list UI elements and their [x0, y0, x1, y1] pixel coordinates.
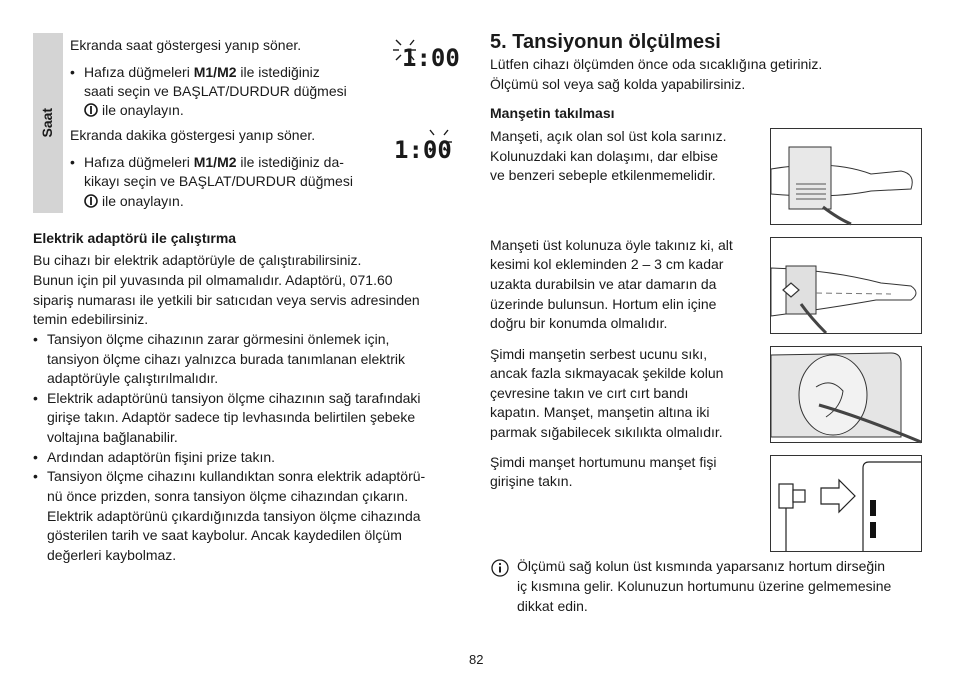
cuff-heading: Manşetin takılması	[490, 105, 615, 121]
adapter-bullet-line: voltajına bağlanabilir.	[47, 429, 178, 445]
minute-bullet-line3: ile onaylayın.	[84, 192, 184, 211]
bullet-dot: •	[33, 390, 38, 406]
lcd-hour-flashing-icon	[392, 38, 460, 74]
adapter-bullet-line: Ardından adaptörün fişini prize takın.	[47, 449, 276, 465]
page-number: 82	[469, 652, 484, 667]
note-line: Ölçümü sağ kolun üst kısmında yaparsanız hortum dirseğin	[517, 558, 886, 574]
bullet-dot: •	[33, 468, 38, 484]
bullet-dot: •	[70, 64, 75, 80]
step-line: Manşeti, açık olan sol üst kola sarınız.	[490, 128, 727, 144]
step-line: doğru bir konumda olmalıdır.	[490, 315, 668, 331]
cuff-arm-illustration-2	[770, 237, 922, 334]
step-line: üzerinde bulunsun. Hortum elin içine	[490, 296, 717, 312]
connector-illustration	[770, 455, 922, 552]
note-line: dikkat edin.	[517, 598, 588, 614]
lcd-minute-flashing-icon	[392, 128, 454, 164]
adapter-bullet-line: gösterilen tarih ve saat kaybolur. Ancak kaydedilen ölçüm	[47, 527, 402, 543]
minute-bullet-line2: kikayı seçin ve BAŞLAT/DURDUR düğmesi	[84, 173, 353, 189]
step-line: Şimdi manşetin serbest ucunu sıkı,	[490, 346, 708, 362]
step-line: uzakta durabilsin ve atar damarın da	[490, 276, 717, 292]
cuff-arm-illustration-3	[770, 346, 922, 443]
adapter-bullet-line: Tansiyon ölçme cihazını kullandıktan sonra elektrik adaptörü-	[47, 468, 426, 484]
power-button-icon	[84, 103, 98, 117]
hour-bullet-line3: ile onaylayın.	[84, 101, 184, 120]
adapter-bullet-line: Tansiyon ölçme cihazının zarar görmesini önlemek için,	[47, 331, 390, 347]
step-line: ancak fazla sıkmayacak şekilde kolun	[490, 365, 724, 381]
step-line: Manşeti üst kolunuza öyle takınız ki, alt	[490, 237, 733, 253]
section-title: 5. Tansiyonun ölçülmesi	[490, 31, 721, 53]
intro-line: Ölçümü sol veya sağ kolda yapabilirsiniz.	[490, 76, 746, 92]
info-icon	[491, 559, 509, 577]
adapter-para-line: temin edebilirsiniz.	[33, 311, 149, 327]
adapter-heading: Elektrik adaptörü ile çalıştırma	[33, 230, 237, 246]
adapter-bullet-line: girişe takın. Adaptör sadece tip levhasında belirtilen şebeke	[47, 409, 416, 425]
step-line: parmak sığabilecek sıkılıkta olmalıdır.	[490, 424, 723, 440]
step-line: girişine takın.	[490, 473, 573, 489]
intro-line: Lütfen cihazı ölçümden önce oda sıcaklığına getiriniz.	[490, 56, 823, 72]
minute-bullet-line1: Hafıza düğmeleri M1/M2 ile istediğiniz da-	[84, 154, 344, 170]
step-line: Kolunuzdaki kan dolaşımı, dar elbise	[490, 148, 719, 164]
hour-bullet-line1: Hafıza düğmeleri M1/M2 ile istediğiniz	[84, 64, 320, 80]
adapter-para-line: Bunun için pil yuvasında pil olmamalıdır. Adaptörü, 071.60	[33, 272, 393, 288]
step-line: ve benzeri sebeple etkilenmemelidir.	[490, 167, 716, 183]
hour-bullet-line2: saati seçin ve BAŞLAT/DURDUR düğmesi	[84, 83, 347, 99]
step-line: çevresine takın ve cırt cırt bandı	[490, 385, 689, 401]
adapter-bullet-line: Elektrik adaptörünü tansiyon ölçme cihazının sağ tarafındaki	[47, 390, 421, 406]
sidebar-tab	[33, 33, 63, 213]
lcd-hour-digits: 1:00	[402, 44, 460, 72]
bullet-dot: •	[70, 154, 75, 170]
adapter-para-line: Bu cihazı bir elektrik adaptörüyle de çalıştırabilirsiniz.	[33, 252, 362, 268]
adapter-bullet-line: Elektrik adaptörünü çıkardığınızda tansiyon ölçme cihazında	[47, 508, 421, 524]
adapter-bullet-line: değerleri kaybolmaz.	[47, 547, 177, 563]
hour-display-text: Ekranda saat göstergesi yanıp söner.	[70, 37, 302, 53]
sidebar-label: Saat	[39, 108, 56, 138]
step-line: Şimdi manşet hortumunu manşet fişi	[490, 454, 717, 470]
step-line: kapatın. Manşet, manşetin altına iki	[490, 404, 710, 420]
note-line: iç kısmına gelir. Kolunuzun hortumunu üzerine gelmemesine	[517, 578, 892, 594]
adapter-para-line: sipariş numarası ile yetkili bir satıcıdan veya servis adresinden	[33, 292, 420, 308]
power-button-icon	[84, 194, 98, 208]
step-line: kesimi kol ekleminden 2 – 3 cm kadar	[490, 256, 724, 272]
minute-display-text: Ekranda dakika göstergesi yanıp söner.	[70, 127, 316, 143]
cuff-arm-illustration-1	[770, 128, 922, 225]
bullet-dot: •	[33, 331, 38, 347]
lcd-minute-digits: 1:00	[394, 136, 452, 164]
adapter-bullet-line: nü önce prizden, sonra tansiyon ölçme cihazından çıkarın.	[47, 488, 409, 504]
bullet-dot: •	[33, 449, 38, 465]
adapter-bullet-line: adaptörüyle çalıştırılmalıdır.	[47, 370, 219, 386]
adapter-bullet-line: tansiyon ölçme cihazı yalnızca burada tanımlanan elektrik	[47, 351, 405, 367]
